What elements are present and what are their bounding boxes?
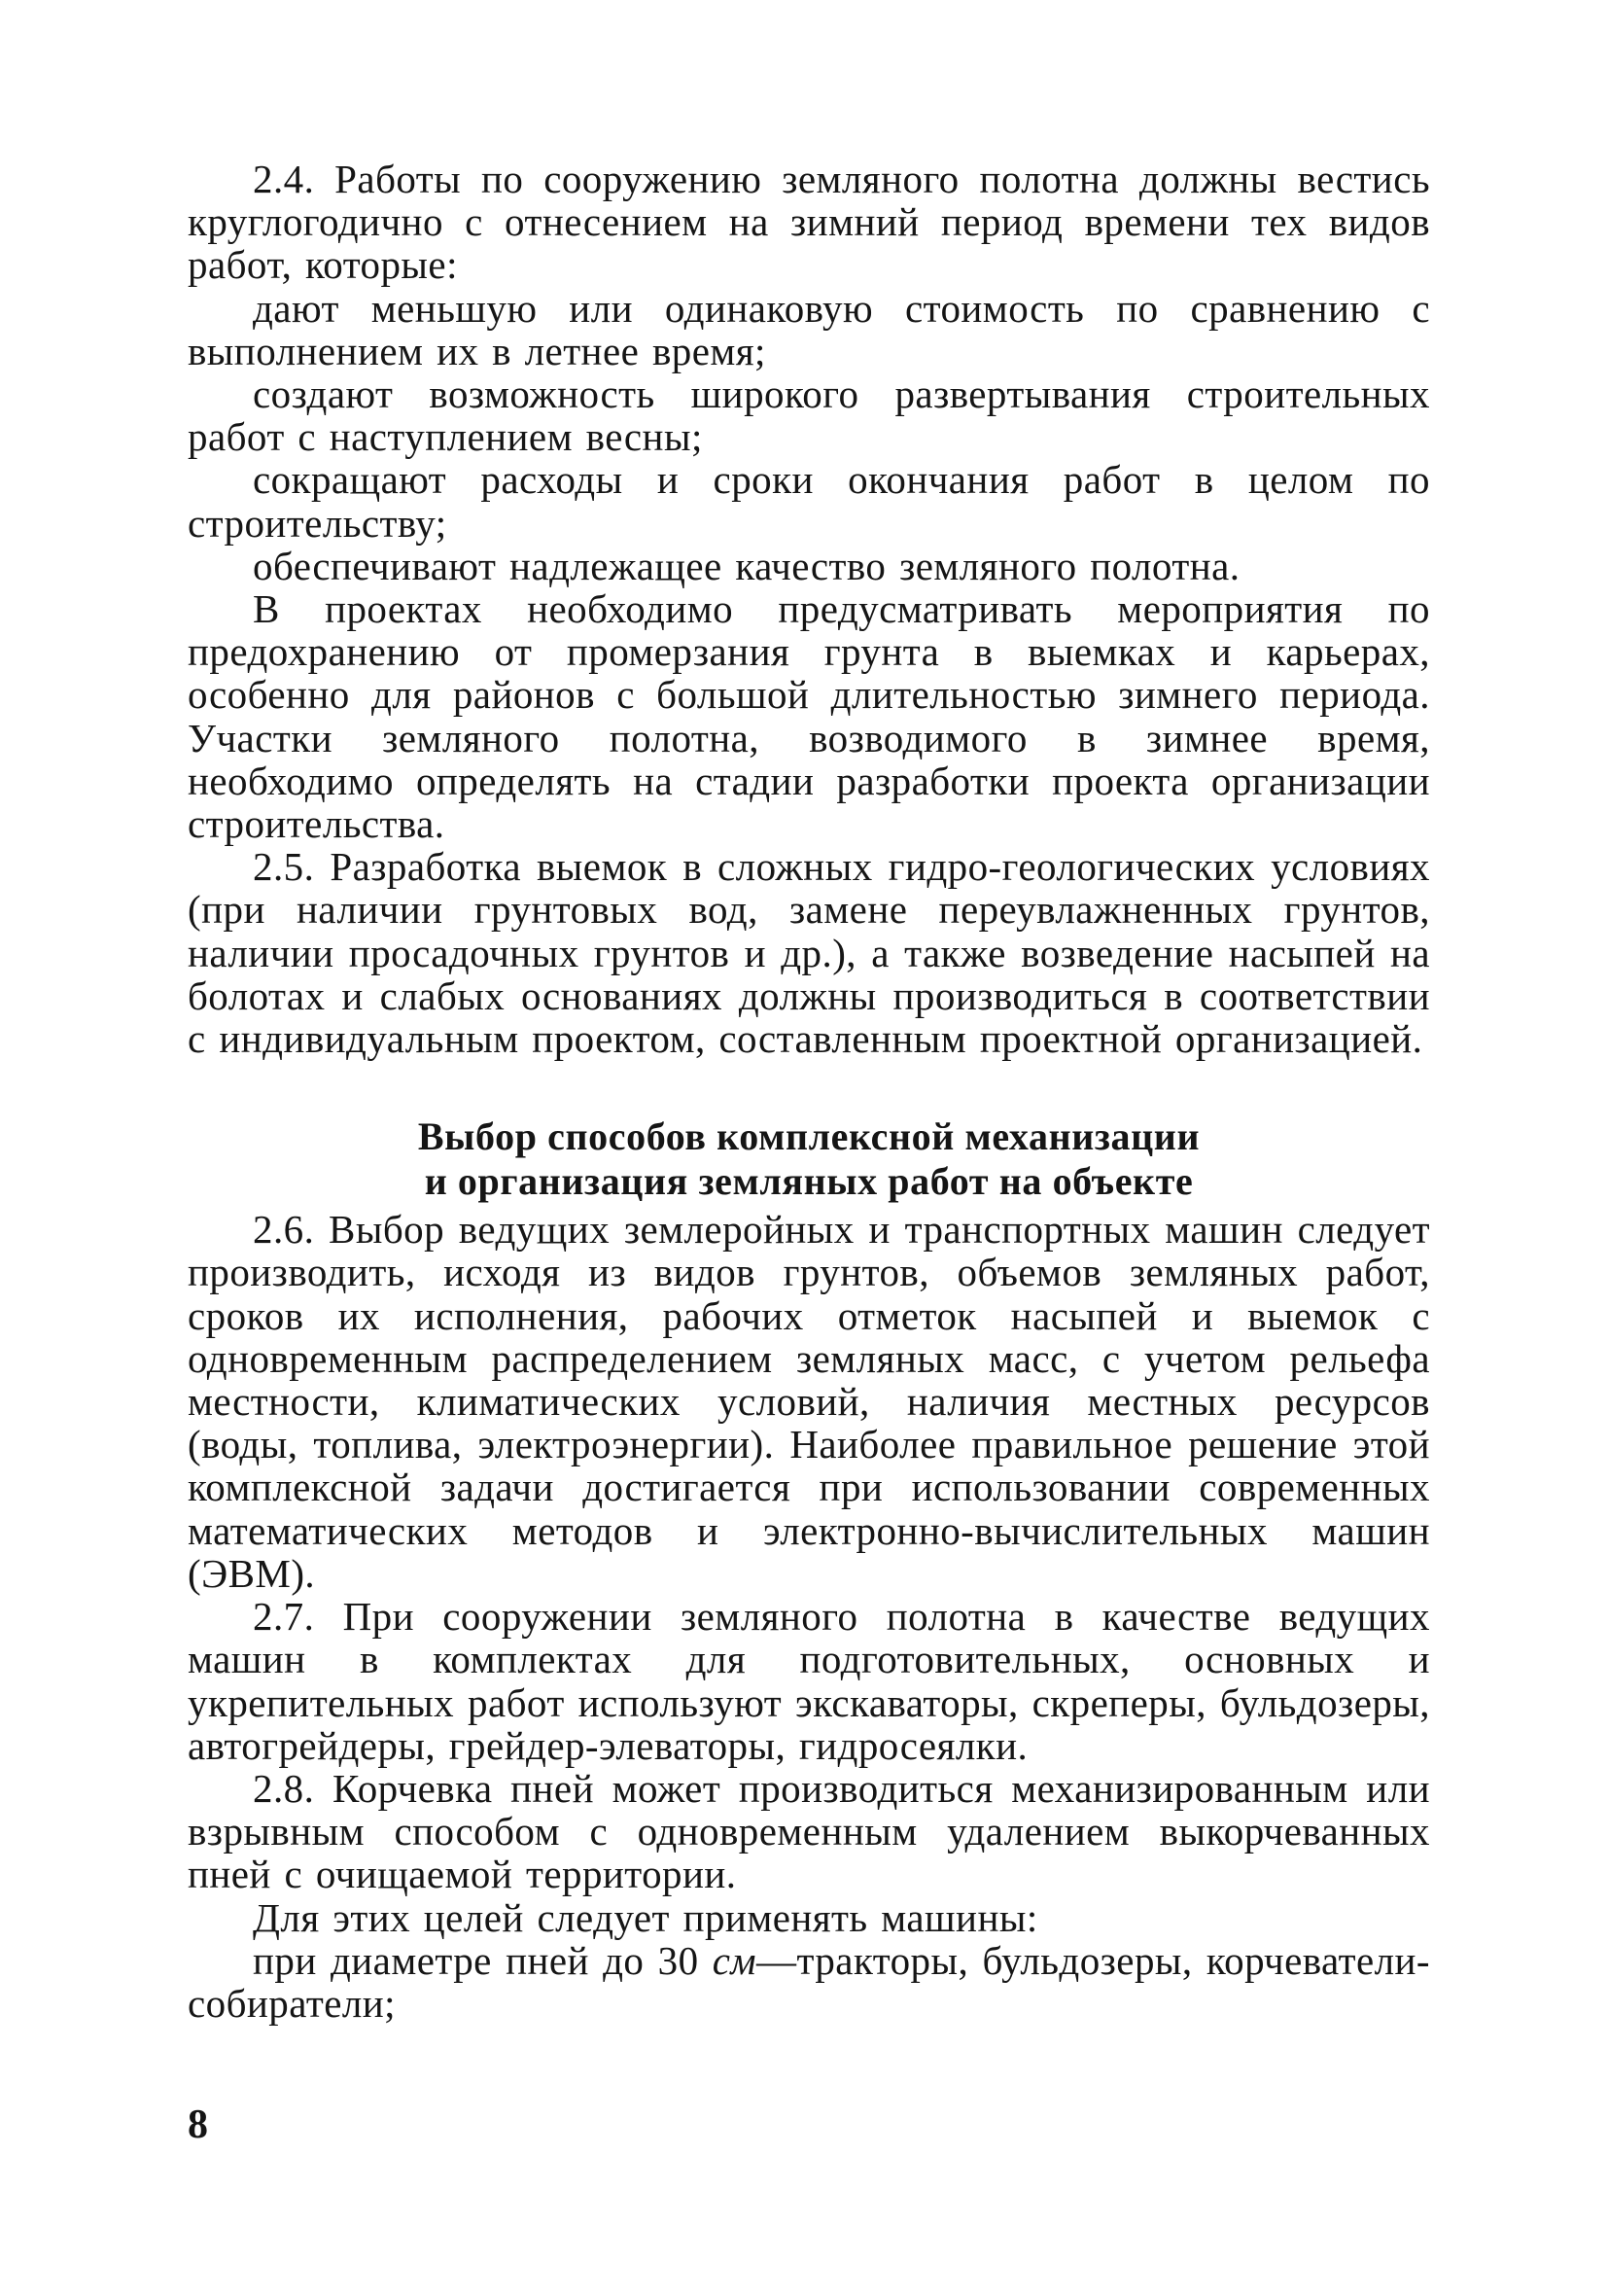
page-number: 8	[188, 2102, 208, 2147]
paragraph-2-4: 2.4. Работы по сооружению земляного полотна должны вестись круглогодично с отнесением на зимний период времени тех видов работ, которые:	[188, 157, 1430, 288]
section-heading	[188, 1114, 1430, 1204]
paragraph-2-7: 2.7. При сооружении земляного полотна в качестве ведущих машин в комплектах для подготовительных, основных и укрепительных работ используют экскаваторы, скреперы, бульдозеры, автогрейдеры, грейдер-элеваторы, гидросеялки.	[188, 1594, 1430, 1768]
list-item-spring-works: создают возможность широкого развертывания строительных работ с наступлением весны;	[188, 371, 1430, 460]
paragraph-freezing-protection: В проектах необходимо предусматривать мероприятия по предохранению от промерзания грунта в выемках и карьерах, особенно для районов с большой длительностью зимнего периода. Участки земляного полотна, возводимого в зимнее время, необходимо определять на стадии разработки проекта организации строительства.	[188, 586, 1430, 847]
section-heading-line-1: Выбор способов комплексной механизации	[417, 1114, 1201, 1159]
stump-machines-text: —тракторы, бульдозеры, корчеватели-собиратели;	[188, 1937, 1430, 2026]
paragraph-stump-diameter	[188, 1939, 1430, 2025]
list-item-reduce-costs: сокращают расходы и сроки окончания работ в целом по строительству;	[188, 457, 1430, 546]
paragraph-2-8: 2.8. Корчевка пней может производиться механизированным или взрывным способом с одновременным удалением выкорчеванных пней с очищаемой территории.	[188, 1765, 1430, 1897]
list-item-cost: дают меньшую или одинаковую стоимость по сравнению с выполнением их в летнее время;	[188, 285, 1430, 373]
list-item-quality: обеспечивают надлежащее качество земляного полотна.	[253, 543, 1241, 588]
paragraph-machines-intro: Для этих целей следует применять машины:	[253, 1894, 1038, 1940]
paragraph-2-5: 2.5. Разработка выемок в сложных гидро-геологических условиях (при наличии грунтовых вод, замене переувлажненных грунтов, наличии просадочных грунтов и др.), а также возведение насыпей на болотах и слабых основаниях должны производиться в соответствии с индивидуальным проектом, составленным проектной организацией.	[188, 844, 1430, 1062]
section-heading-line-2: и организация земляных работ на объекте	[424, 1159, 1194, 1204]
document-page	[188, 158, 1430, 2219]
stump-diameter-text: при диаметре пней до 30	[253, 1937, 713, 1983]
paragraph-2-6: 2.6. Выбор ведущих землеройных и транспортных машин следует производить, исходя из видов грунтов, объемов земляных работ, сроков их исполнения, рабочих отметок насыпей и выемок с одновременным распределением земляных масс, с учетом рельефа местности, климатических условий, наличия местных ресурсов (воды, топлива, электроэнергии). Наиболее правильное решение этой комплексной задачи достигается при использовании современных математических методов и электронно-вычислительных машин (ЭВМ).	[188, 1207, 1430, 1596]
unit-cm: см	[712, 1937, 757, 1983]
